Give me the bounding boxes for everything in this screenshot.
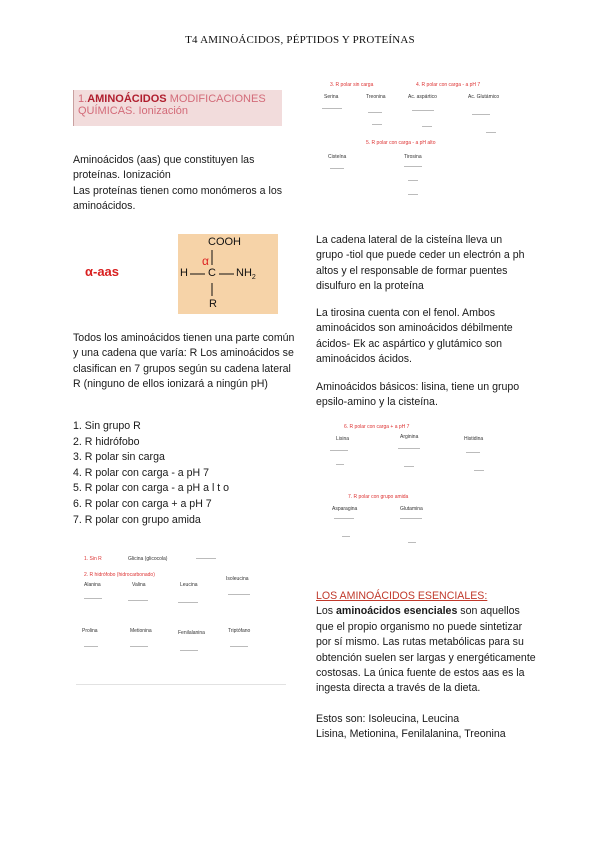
thumb-formula-line — [408, 180, 418, 181]
thumb-formula-line — [322, 108, 342, 109]
thumb-name: Arginina — [400, 434, 419, 440]
thumb-formula-line — [130, 646, 148, 647]
thumb-name: Lisina — [336, 436, 350, 442]
thumb-formula-line — [404, 166, 422, 167]
estos-son-line-2: Lisina, Metionina, Fenilalanina, Treonina — [316, 728, 506, 741]
thumb-name: Ac. Glutámico — [468, 94, 500, 100]
thumb-name: Isoleucina — [226, 576, 249, 582]
thumbnail-groups-1-2 — [76, 550, 286, 690]
alpha-aas-label: α-aas — [85, 264, 120, 279]
groups-list — [73, 419, 293, 528]
thumb-formula-line — [84, 646, 98, 647]
thumb-formula-line — [128, 600, 148, 601]
thumb-heading-3: 3. R polar sin carga — [330, 82, 374, 88]
thumb-formula-line — [404, 466, 414, 467]
thumb-formula-line — [368, 112, 382, 113]
estos-son-line-1: Estos son: Isoleucina, Leucina — [316, 712, 460, 725]
page-title: T4 AMINOÁCIDOS, PÉPTIDOS Y PROTEÍNAS — [185, 34, 415, 46]
structure-r: R — [209, 298, 217, 310]
esenciales-heading: LOS AMINOÁCIDOS ESENCIALES: — [316, 590, 488, 602]
thumb-name: Serina — [324, 94, 339, 100]
thumb-name: Glicina (glicocola) — [128, 556, 168, 562]
thumb-heading-5: 5. R polar con carga - a pH alto — [366, 140, 436, 146]
thumb-name: Tirosina — [404, 154, 422, 160]
thumb-name: Alanina — [84, 582, 101, 588]
thumb-formula-line — [472, 114, 490, 115]
esenciales-p1-c: son aquellos que el propio organismo no puede sintetizar por sí mismo. Las rutas metabólicas para su obtención suelen ser largas y energéticamente costosas. La única fuente de estos aas es la ingesta directa a través de la dieta. — [316, 605, 536, 695]
thumb-bottom-rule — [76, 684, 286, 685]
thumb-heading-1: 1. Sin R — [84, 556, 102, 562]
thumb-name: Ac. aspártico — [408, 94, 437, 100]
thumb-formula-line — [466, 452, 480, 453]
thumb-formula-line — [342, 536, 350, 537]
groups-intro: Todos los aminoácidos tienen una parte común y una cadena que varía: R Los aminoácidos se clasifican en 7 grupos según su cadena lateral R (ninguno de ellos ionizará a ningún pH) — [73, 332, 295, 391]
thumb-formula-line — [372, 124, 382, 125]
thumb-heading-7: 7. R polar con grupo amida — [348, 494, 409, 500]
thumb-name: Prolina — [82, 628, 98, 634]
thumb-formula-line — [400, 518, 422, 519]
section-heading: AMINOÁCIDOS — [87, 93, 167, 105]
thumbnail-groups-3-4-5 — [316, 80, 512, 202]
thumb-formula-line — [398, 448, 420, 449]
thumb-formula-line — [330, 168, 344, 169]
structure-nh2-sub: 2 — [251, 274, 256, 282]
thumb-formula-line — [330, 450, 348, 451]
list-item: 4. R polar con carga - a pH 7 — [73, 466, 210, 479]
structure-alpha: α — [202, 254, 209, 268]
thumb-name: Asparagina — [332, 506, 358, 512]
paragraph-basicos: Aminoácidos básicos: lisina, tiene un grupo epsilo-amino y la cisteína. — [316, 381, 520, 409]
thumb-heading-4: 4. R polar con carga - a pH 7 — [416, 82, 481, 88]
paragraph-tirosina: La tirosina cuenta con el fenol. Ambos aminoácidos son aminoácidos débilmente ácidos- Ek ac aspártico y glutámico son aminoácidos ácidos. — [316, 307, 513, 366]
thumb-heading-2: 2. R hidrófobo (hidrocarbonado) — [84, 572, 155, 578]
thumb-formula-line — [228, 594, 250, 595]
thumb-formula-line — [230, 646, 248, 647]
list-item: 5. R polar con carga - a pH a l t o — [73, 482, 230, 495]
thumb-name: Cisteína — [328, 154, 347, 160]
thumb-formula-line — [336, 464, 344, 465]
structure-nh: NH — [236, 267, 252, 279]
list-item: 3. R polar sin carga — [73, 451, 165, 464]
thumb-name: Valina — [132, 582, 146, 588]
intro-line-2: Las proteínas tienen como monómeros a los aminoácidos. — [73, 184, 283, 213]
structure-h: H — [180, 267, 188, 279]
structure-cooh: COOH — [208, 236, 241, 248]
structure-bonds — [178, 234, 278, 314]
thumb-name: Histidina — [464, 436, 484, 442]
thumb-name: Triptófano — [228, 628, 251, 634]
section-number: 1. — [78, 93, 88, 105]
thumb-formula-line — [486, 132, 496, 133]
thumb-heading-6: 6. R polar con carga + a pH 7 — [344, 424, 410, 430]
esenciales-p1-a: Los — [316, 605, 337, 618]
thumb-formula-line — [84, 598, 102, 599]
thumb-formula-line — [408, 542, 416, 543]
list-item: 1. Sin grupo R — [73, 420, 141, 432]
thumb-name: Leucina — [180, 582, 198, 588]
thumb-formula-line — [422, 126, 432, 127]
thumb-name: Treonina — [366, 94, 386, 100]
thumb-name: Metionina — [130, 628, 152, 634]
thumb-formula-line — [178, 602, 198, 603]
thumb-name: Fenilalanina — [178, 630, 205, 636]
esenciales-paragraph — [316, 604, 536, 696]
list-item: 2. R hidrófobo — [73, 435, 140, 448]
thumbnail-groups-6-7 — [324, 422, 510, 558]
thumb-formula-line — [334, 518, 354, 519]
thumb-formula-line — [408, 194, 418, 195]
section-heading-rest: MODIFICACIONES QUÍMICAS. Ionización — [78, 93, 266, 117]
esenciales-p1-bold: aminoácidos esenciales — [336, 605, 458, 618]
thumb-formula-line — [196, 558, 216, 559]
structure-c: C — [208, 267, 216, 279]
intro-line-1: Aminoácidos (aas) que constituyen las proteínas. Ionización — [73, 154, 255, 182]
section-heading-box — [73, 90, 282, 126]
amino-acid-structure — [178, 234, 278, 314]
paragraph-cisteina: La cadena lateral de la cisteína lleva un grupo -tiol que puede ceder un electrón a ph altos y el responsable de formar puentes disulfuro en la proteína — [316, 234, 525, 293]
intro-paragraph — [73, 153, 288, 215]
thumb-formula-line — [180, 650, 198, 651]
list-item: 7. R polar con grupo amida — [73, 513, 201, 526]
list-item: 6. R polar con carga + a pH 7 — [73, 497, 212, 510]
thumb-formula-line — [412, 110, 434, 111]
esenciales-section — [316, 589, 536, 743]
thumb-formula-line — [474, 470, 484, 471]
thumb-name: Glutamina — [400, 506, 423, 512]
